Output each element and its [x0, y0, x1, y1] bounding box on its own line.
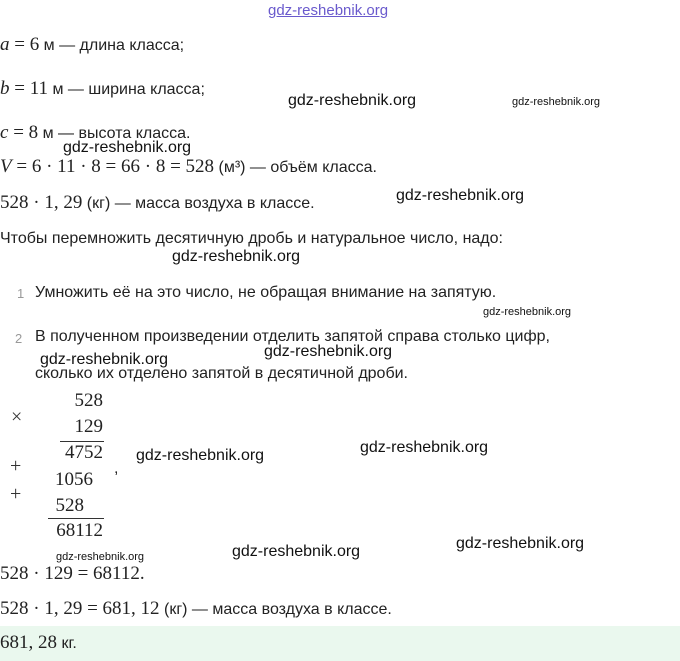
line-a [0, 34, 184, 56]
watermark: gdz-reshebnik.org [40, 351, 169, 368]
watermark: gdz-reshebnik.org [360, 439, 489, 456]
watermark: gdz-reshebnik.org [232, 543, 361, 560]
rule-2-number: 2 [15, 331, 23, 346]
answer-math: 681, 28 [0, 632, 57, 653]
math-b: b = 11 [0, 78, 49, 99]
text-mass: (кг) — масса воздуха в классе. [82, 195, 315, 212]
text-v: (м³) — объём класса. [214, 159, 377, 176]
watermark: gdz-reshebnik.org [483, 306, 572, 318]
rule-2-text-line2: сколько их отделено запятой в десятичной дроби. [35, 365, 408, 382]
text-c: м — высота класса. [38, 125, 191, 142]
result-line: 528 · 129 = 68112. [0, 563, 145, 584]
rule-1-number: 1 [17, 286, 25, 301]
answer-box [0, 626, 680, 661]
text-b: м — ширина класса; [48, 81, 205, 98]
watermark: gdz-reshebnik.org [456, 535, 585, 552]
calc-multiplier: 129 [74, 416, 103, 437]
final-line [0, 598, 392, 620]
watermark: gdz-reshebnik.org [136, 447, 265, 464]
text-a: м — длина класса; [39, 37, 185, 54]
times-sign: × [11, 406, 23, 428]
calc-partial-2: 1056 [55, 469, 93, 490]
calc-bar-2 [48, 518, 104, 519]
watermark: gdz-reshebnik.org [512, 96, 601, 108]
calc-comma: , [114, 460, 119, 477]
watermark: gdz-reshebnik.org [56, 551, 145, 563]
rule-2-text-line1: В полученном произведении отделить запятой справа столько цифр, [35, 328, 550, 345]
math-mass: 528 · 1, 29 [0, 192, 83, 213]
math-a: a = 6 [0, 34, 40, 55]
calc-partial-3: 528 [55, 495, 84, 516]
calc-result: 68112 [56, 520, 103, 541]
answer-unit: кг. [57, 635, 77, 652]
final-unit: (кг) — масса воздуха в классе. [159, 601, 392, 618]
watermark-top[interactable]: gdz-reshebnik.org [268, 2, 389, 19]
watermark: gdz-reshebnik.org [396, 187, 525, 204]
line-mass [0, 192, 315, 214]
calc-top: 528 [74, 390, 103, 411]
watermark: gdz-reshebnik.org [63, 139, 192, 156]
answer-line [0, 632, 77, 654]
rule-intro: Чтобы перемножить десятичную дробь и натуральное число, надо: [0, 230, 503, 247]
calc-partial-1: 4752 [65, 442, 103, 463]
plus-sign-2: + [10, 483, 22, 505]
line-v [0, 156, 377, 178]
final-math: 528 · 1, 29 = 681, 12 [0, 598, 160, 619]
rule-1-text: Умножить её на это число, не обращая внимание на запятую. [35, 284, 497, 301]
math-v: V = 6 · 11 · 8 = 66 · 8 = 528 [0, 156, 215, 177]
watermark: gdz-reshebnik.org [172, 248, 301, 265]
math-c: c = 8 [0, 122, 39, 143]
line-b [0, 78, 205, 100]
watermark: gdz-reshebnik.org [288, 92, 417, 109]
watermark: gdz-reshebnik.org [264, 343, 393, 360]
plus-sign-1: + [10, 455, 22, 477]
